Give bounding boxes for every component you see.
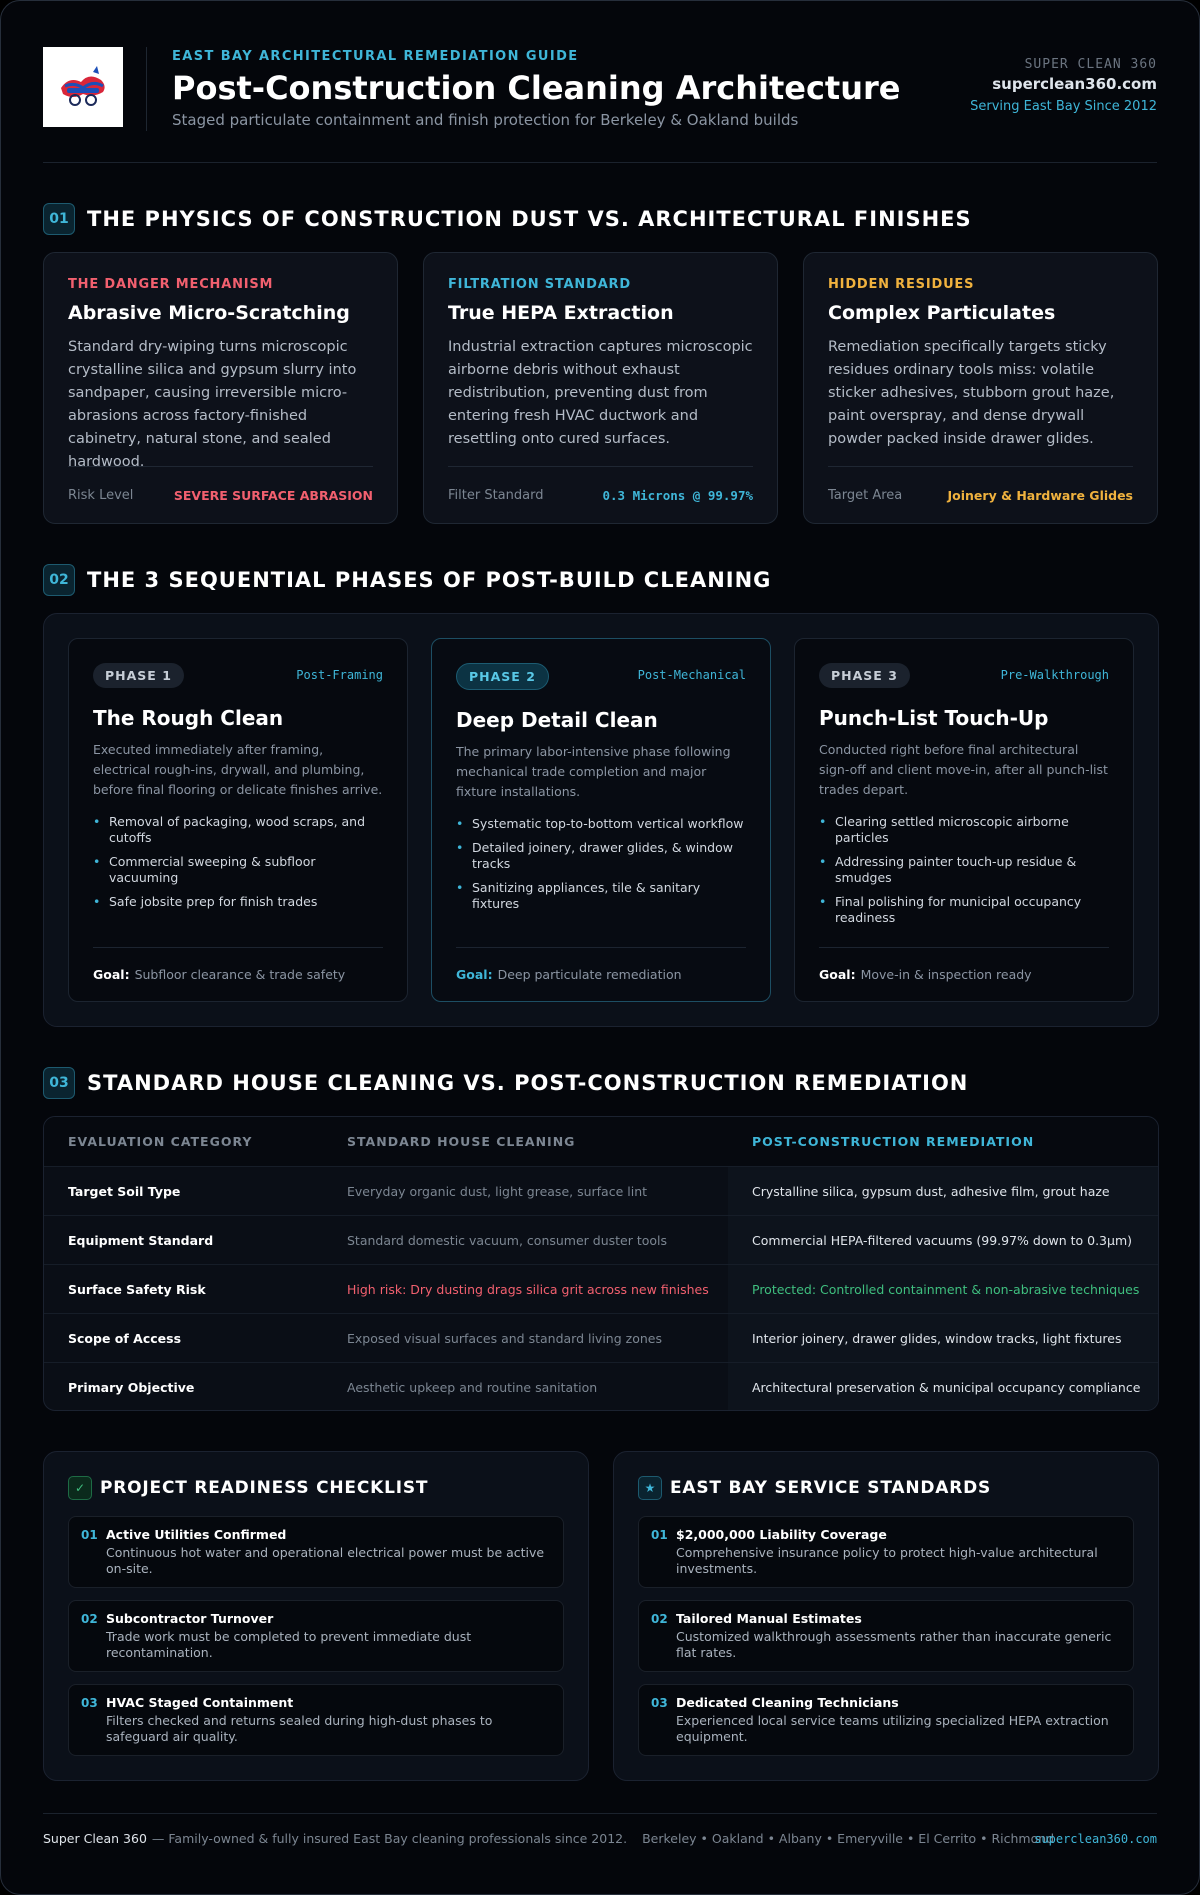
table-row (44, 1362, 1159, 1411)
info-card-filtration (423, 252, 778, 524)
standard-item (638, 1516, 1134, 1588)
card-title: Abrasive Micro-Scratching (68, 302, 350, 324)
card-footer (448, 466, 753, 523)
item-number: 02 (81, 1612, 98, 1626)
section-number: 03 (43, 1067, 75, 1099)
phase-task-list (819, 814, 1109, 926)
footer-url-link[interactable]: superclean360.com (1034, 1831, 1157, 1846)
card-title: Complex Particulates (828, 302, 1056, 324)
card-tag: FILTRATION STANDARD (448, 277, 631, 292)
list-item: • Final polishing for municipal occupancy readiness (819, 894, 1109, 926)
footer-brand: Super Clean 360 (43, 1831, 147, 1846)
table-row (44, 1215, 1159, 1264)
table-cell-standard: Everyday organic dust, light grease, surface lint (347, 1184, 648, 1199)
goal-value: Subfloor clearance & trade safety (134, 967, 346, 982)
info-card-residues (803, 252, 1158, 524)
goal-label: Goal: (819, 967, 856, 982)
table-cell-category: Surface Safety Risk (68, 1282, 206, 1297)
list-item: • Detailed joinery, drawer glides, & window tracks (456, 840, 746, 872)
section-heading-phases (43, 564, 771, 596)
star-icon: ★ (638, 1476, 662, 1500)
table-cell-standard: High risk: Dry dusting drags silica grit across new finishes (347, 1282, 709, 1297)
table-cell-remediation: Interior joinery, drawer glides, window tracks, light fixtures (752, 1331, 1122, 1346)
checklist-item (68, 1600, 564, 1672)
table-cell-remediation: Crystalline silica, gypsum dust, adhesive film, grout haze (752, 1184, 1110, 1199)
phase-timing: Pre-Walkthrough (1000, 668, 1109, 682)
card-foot-label: Target Area (828, 487, 903, 503)
card-body: Industrial extraction captures microscopic airborne debris without exhaust redistribution, preventing dust from entering fresh HVAC ductwork and resettling onto cured surfaces. (448, 339, 753, 447)
phase-title: The Rough Clean (93, 706, 284, 730)
table-row (44, 1166, 1159, 1215)
goal-value: Move-in & inspection ready (860, 967, 1032, 982)
card-foot-label: Risk Level (68, 487, 134, 503)
table-cell-category: Target Soil Type (68, 1184, 181, 1199)
section-number: 01 (43, 203, 75, 235)
item-description: Filters checked and returns sealed during high-dust phases to safeguard air quality. (106, 1713, 493, 1744)
phase-badge: PHASE 2 (456, 663, 549, 690)
item-description: Continuous hot water and operational electrical power must be active on-site. (106, 1545, 545, 1576)
comparison-table (43, 1116, 1159, 1411)
phase-description: Executed immediately after framing, electrical rough-ins, drywall, and plumbing, before final flooring or delicate finishes arrive. (93, 742, 383, 797)
section-heading-comparison (43, 1067, 968, 1099)
header-divider (146, 47, 147, 131)
item-title: HVAC Staged Containment (106, 1695, 294, 1710)
phase-goal (456, 947, 746, 1001)
footer-tagline: — Family-owned & fully insured East Bay cleaning professionals since 2012. (151, 1831, 628, 1846)
card-body: Remediation specifically targets sticky residues ordinary tools miss: volatile sticker adhesives, stubborn grout haze, paint overspray, and dense drywall powder packed inside drawer glides. (828, 339, 1115, 447)
list-item: • Removal of packaging, wood scraps, and cutoffs (93, 814, 383, 846)
card-footer (68, 466, 373, 523)
list-item: • Safe jobsite prep for finish trades (93, 894, 383, 910)
table-header-cell: EVALUATION CATEGORY (68, 1134, 253, 1149)
brand-since: Serving East Bay Since 2012 (970, 99, 1157, 114)
phase-task-list (456, 816, 746, 912)
standard-item (638, 1684, 1134, 1756)
page-subtitle: Staged particulate containment and finish protection for Berkeley & Oakland builds (172, 111, 799, 129)
item-description: Experienced local service teams utilizing specialized HEPA extraction equipment. (676, 1713, 1109, 1744)
section-title: THE 3 SEQUENTIAL PHASES OF POST-BUILD CLEANING (87, 568, 772, 592)
phase-card-2 (431, 638, 771, 1002)
list-item: • Addressing painter touch-up residue & smudges (819, 854, 1109, 886)
item-number: 03 (651, 1696, 668, 1710)
table-cell-standard: Aesthetic upkeep and routine sanitation (347, 1380, 598, 1395)
checklist-item (68, 1684, 564, 1756)
table-cell-standard: Exposed visual surfaces and standard living zones (347, 1331, 662, 1346)
phase-description: Conducted right before final architectural sign-off and client move-in, after all punch-list trades depart. (819, 742, 1108, 797)
phase-card-3 (794, 638, 1134, 1002)
card-title: True HEPA Extraction (448, 302, 674, 324)
item-description: Comprehensive insurance policy to protect high-value architectural investments. (676, 1545, 1098, 1576)
table-row (44, 1313, 1159, 1362)
panel-header (68, 1476, 564, 1500)
phase-timing: Post-Mechanical (637, 668, 746, 682)
card-foot-value: Joinery & Hardware Glides (947, 487, 1133, 503)
list-item: • Clearing settled microscopic airborne particles (819, 814, 1109, 846)
table-cell-standard: Standard domestic vacuum, consumer duster tools (347, 1233, 668, 1248)
item-description: Customized walkthrough assessments rather than inaccurate generic flat rates. (676, 1629, 1112, 1660)
list-item: • Sanitizing appliances, tile & sanitary fixtures (456, 880, 746, 912)
footer-cities: Berkeley • Oakland • Albany • Emeryville • El Cerrito • Richmond (642, 1831, 1055, 1846)
item-description: Trade work must be completed to prevent immediate dust recontamination. (106, 1629, 472, 1660)
brand-block (970, 57, 1157, 114)
brand-domain-link[interactable]: superclean360.com (992, 75, 1157, 93)
card-foot-value: 0.3 Microns @ 99.97% (602, 487, 753, 503)
info-card-danger (43, 252, 398, 524)
item-title: Dedicated Cleaning Technicians (676, 1695, 899, 1710)
phase-timing: Post-Framing (296, 668, 383, 682)
table-cell-category: Scope of Access (68, 1331, 182, 1346)
phases-container (43, 613, 1159, 1027)
table-header-row (44, 1117, 1159, 1166)
brand-logo-icon[interactable] (43, 47, 123, 127)
phase-title: Punch-List Touch-Up (819, 706, 1049, 730)
table-cell-remediation: Commercial HEPA-filtered vacuums (99.97% down to 0.3μm) (752, 1233, 1133, 1248)
page-title: Post-Construction Cleaning Architecture (172, 69, 901, 107)
item-number: 01 (651, 1528, 668, 1542)
checkmark-icon: ✓ (68, 1476, 92, 1500)
card-tag: HIDDEN RESIDUES (828, 277, 975, 292)
guide-kicker: EAST BAY ARCHITECTURAL REMEDIATION GUIDE (172, 49, 579, 64)
panel-title: PROJECT READINESS CHECKLIST (100, 1478, 429, 1498)
table-header-cell: POST-CONSTRUCTION REMEDIATION (752, 1134, 1035, 1149)
table-header-cell: STANDARD HOUSE CLEANING (347, 1134, 576, 1149)
card-foot-label: Filter Standard (448, 487, 544, 503)
page-header (43, 47, 1157, 163)
section-title: THE PHYSICS OF CONSTRUCTION DUST VS. ARCHITECTURAL FINISHES (87, 207, 972, 231)
brand-name: SUPER CLEAN 360 (1024, 57, 1157, 72)
section-title: STANDARD HOUSE CLEANING VS. POST-CONSTRUCTION REMEDIATION (87, 1071, 969, 1095)
goal-label: Goal: (93, 967, 130, 982)
card-tag: THE DANGER MECHANISM (68, 277, 274, 292)
list-item: • Systematic top-to-bottom vertical workflow (456, 816, 746, 832)
list-item: • Commercial sweeping & subfloor vacuuming (93, 854, 383, 886)
item-title: Subcontractor Turnover (106, 1611, 274, 1626)
panel-title: EAST BAY SERVICE STANDARDS (670, 1478, 992, 1498)
card-body: Standard dry-wiping turns microscopic crystalline silica and gypsum slurry into sandpaper, causing irreversible micro-abrasions across factory-finished cabinetry, natural stone, and sealed hardwood. (68, 339, 357, 470)
service-standards-panel (613, 1451, 1159, 1781)
table-row (44, 1264, 1159, 1313)
phase-card-1 (68, 638, 408, 1002)
checklist-item (68, 1516, 564, 1588)
phase-title: Deep Detail Clean (456, 708, 658, 732)
card-footer (828, 466, 1133, 523)
logo-graphic (53, 62, 113, 112)
readiness-checklist-panel (43, 1451, 589, 1781)
table-cell-remediation: Architectural preservation & municipal occupancy compliance (752, 1380, 1141, 1395)
item-number: 03 (81, 1696, 98, 1710)
item-number: 01 (81, 1528, 98, 1542)
table-cell-category: Equipment Standard (68, 1233, 214, 1248)
phase-badge: PHASE 1 (93, 663, 184, 688)
item-number: 02 (651, 1612, 668, 1626)
phase-goal (819, 947, 1109, 1001)
panel-header (638, 1476, 1134, 1500)
goal-label: Goal: (456, 967, 493, 982)
page-footer (43, 1813, 1157, 1863)
phase-task-list (93, 814, 383, 910)
item-title: $2,000,000 Liability Coverage (676, 1527, 887, 1542)
item-title: Active Utilities Confirmed (106, 1527, 287, 1542)
standard-item (638, 1600, 1134, 1672)
phase-goal (93, 947, 383, 1001)
goal-value: Deep particulate remediation (497, 967, 682, 982)
table-cell-category: Primary Objective (68, 1380, 195, 1395)
section-heading-physics (43, 203, 972, 235)
phase-badge: PHASE 3 (819, 663, 910, 688)
card-foot-value: SEVERE SURFACE ABRASION (173, 487, 373, 503)
section-number: 02 (43, 564, 75, 596)
item-title: Tailored Manual Estimates (676, 1611, 862, 1626)
phase-description: The primary labor-intensive phase following mechanical trade completion and major fixture installations. (456, 744, 731, 799)
table-cell-remediation: Protected: Controlled containment & non-abrasive techniques (752, 1282, 1140, 1297)
